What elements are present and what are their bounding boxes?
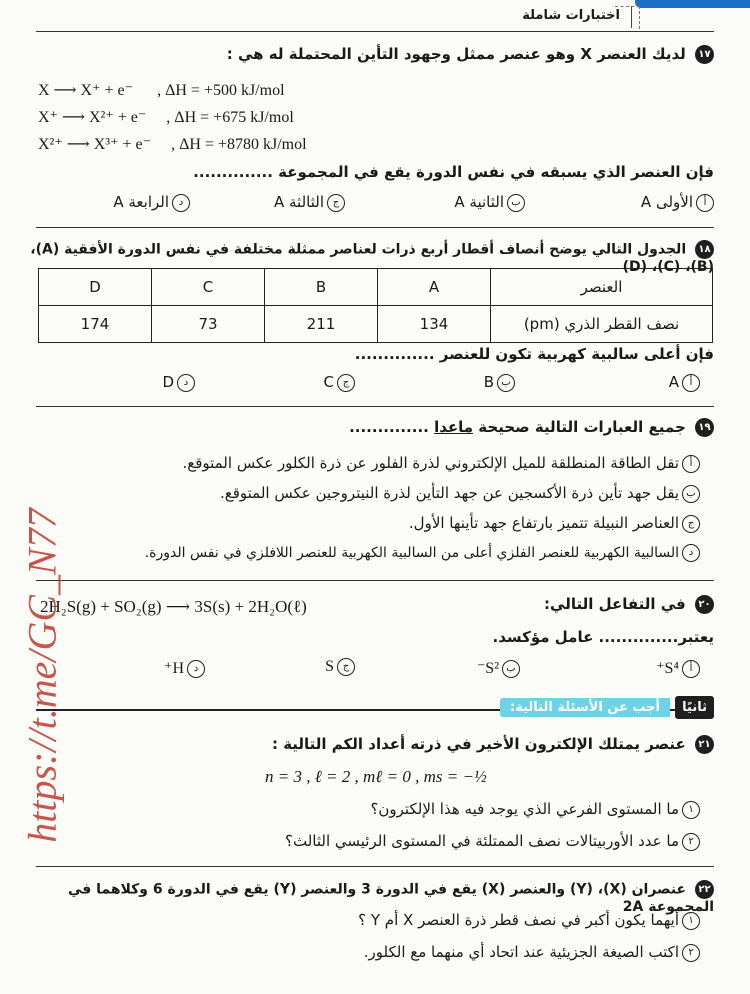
q21-sub-2: ٢ما عدد الأوربيتالات نصف الممتلئة في المستوى الرئيسي الثالث؟ bbox=[285, 832, 700, 851]
header-rule bbox=[36, 31, 714, 32]
q21-number: ٢١ bbox=[695, 735, 714, 754]
section-label-badge: ثانيًا bbox=[675, 696, 714, 719]
header-title: اختبارات شاملة bbox=[522, 8, 620, 23]
q18-radius-table bbox=[38, 268, 713, 343]
q19-option-d[interactable]: دالسالبية الكهربية للعنصر الفلزي أعلى من السالبية الكهربية للعنصر اللافلزي في نفس الدورة. bbox=[145, 544, 700, 562]
q22-text: ٢٢ عنصران (X)، (Y) والعنصر (X) يقع في الدورة 3 والعنصر (Y) يقع في الدورة 6 وكلاهما في المجموعة 2A bbox=[67, 881, 714, 915]
table-row bbox=[39, 269, 713, 306]
q20-option-c[interactable]: جS bbox=[325, 658, 355, 676]
radius-cell-d: 174 bbox=[39, 306, 152, 343]
q19-option-c[interactable]: جالعناصر النبيلة تتميز بارتفاع جهد تأينها الأول. bbox=[409, 514, 700, 533]
sub-number-circle: ٢ bbox=[682, 944, 700, 962]
q21-sub-1: ١ما المستوى الفرعي الذي يوجد فيه هذا الإلكترون؟ bbox=[370, 800, 700, 819]
section-banner bbox=[36, 696, 714, 724]
table-row bbox=[39, 306, 713, 343]
element-cell-b: B bbox=[265, 269, 378, 306]
q18-option-a[interactable]: أA bbox=[669, 373, 700, 392]
option-letter-circle: ج bbox=[337, 658, 355, 676]
q20-text: ٢٠ في التفاعل التالي: bbox=[544, 595, 714, 614]
radius-cell-b: 211 bbox=[265, 306, 378, 343]
option-letter-circle: د bbox=[682, 544, 700, 562]
table-row-label: نصف القطر الذري (pm) bbox=[491, 306, 713, 343]
q17-option-a[interactable]: أالأولى A bbox=[641, 193, 714, 212]
q20-stem: يعتبر.............. عامل مؤكسد. bbox=[492, 628, 714, 646]
q17-text: ١٧ لديك العنصر X وهو عنصر ممثل وجهود التأين المحتملة له هي : bbox=[227, 45, 714, 64]
q18-divider bbox=[36, 406, 714, 407]
q17-option-b[interactable]: بالثانية A bbox=[454, 193, 525, 212]
radius-cell-a: 134 bbox=[378, 306, 491, 343]
sub-number-circle: ١ bbox=[682, 912, 700, 930]
q18-number: ١٨ bbox=[695, 240, 714, 259]
q20-option-d[interactable]: دH⁺ bbox=[164, 658, 205, 678]
q19-number: ١٩ bbox=[695, 418, 714, 437]
option-letter-circle: د bbox=[177, 374, 195, 392]
q22-sub-1: ١أيهما يكون أكبر في نصف قطر ذرة العنصر X أم Y ؟ bbox=[358, 911, 700, 930]
option-letter-circle: ج bbox=[682, 515, 700, 533]
q21-quantum-numbers: n = 3 , ℓ = 2 , mℓ = 0 , ms = −½ bbox=[265, 767, 487, 786]
q19-divider bbox=[36, 580, 714, 581]
header-accent-bar bbox=[635, 0, 750, 8]
q18-option-d[interactable]: دD bbox=[162, 373, 195, 392]
q17-equation-1: X ⟶ X⁺ + e⁻ , ΔH = +500 kJ/mol bbox=[38, 82, 285, 99]
sub-number-circle: ٢ bbox=[682, 833, 700, 851]
q20-option-b[interactable]: بS²⁻ bbox=[477, 658, 520, 678]
q18-stem: فإن أعلى سالبية كهربية تكون للعنصر .............. bbox=[354, 345, 714, 363]
element-cell-a: A bbox=[378, 269, 491, 306]
q18-option-b[interactable]: بB bbox=[484, 373, 515, 392]
q17-option-c[interactable]: جالثالثة A bbox=[274, 193, 345, 212]
option-letter-circle: أ bbox=[696, 194, 714, 212]
section-title: أجب عن الأسئلة التالية: bbox=[500, 698, 670, 717]
q22-sub-2: ٢اكتب الصيغة الجزيئية عند اتحاد أي منهما مع الكلور. bbox=[364, 943, 700, 962]
element-cell-d: D bbox=[39, 269, 152, 306]
q17-equation-3: X²⁺ ⟶ X³⁺ + e⁻ , ΔH = +8780 kJ/mol bbox=[38, 136, 307, 153]
q18-option-c[interactable]: جC bbox=[324, 373, 355, 392]
q21-text: ٢١ عنصر يمتلك الإلكترون الأخير في ذرته أعداد الكم التالية : bbox=[272, 735, 714, 754]
radius-cell-c: 73 bbox=[152, 306, 265, 343]
q20-option-a[interactable]: أS⁴⁺ bbox=[656, 658, 700, 678]
q22-number: ٢٢ bbox=[695, 880, 714, 899]
option-letter-circle: ج bbox=[327, 194, 345, 212]
q21-divider bbox=[36, 866, 714, 867]
header-dotted-box bbox=[615, 6, 640, 29]
option-letter-circle: أ bbox=[682, 660, 700, 678]
option-letter-circle: د bbox=[187, 660, 205, 678]
sub-number-circle: ١ bbox=[682, 801, 700, 819]
option-letter-circle: ب bbox=[497, 374, 515, 392]
q20-number: ٢٠ bbox=[695, 595, 714, 614]
option-letter-circle: ب bbox=[507, 194, 525, 212]
q17-option-d[interactable]: دالرابعة A bbox=[113, 193, 190, 212]
q20-equation: 2H₂S(g) + SO₂(g) ⟶ 3S(s) + 2H₂O(ℓ) bbox=[40, 597, 307, 616]
q17-divider bbox=[36, 227, 714, 228]
q17-equation-2: X⁺ ⟶ X²⁺ + e⁻ , ΔH = +675 kJ/mol bbox=[38, 109, 294, 126]
option-letter-circle: ج bbox=[337, 374, 355, 392]
table-header-label: العنصر bbox=[491, 269, 713, 306]
q19-option-b[interactable]: بيقل جهد تأين ذرة الأكسجين عن جهد التأين لذرة النيتروجين عكس المتوقع. bbox=[220, 484, 700, 503]
option-letter-circle: أ bbox=[682, 455, 700, 473]
element-cell-c: C bbox=[152, 269, 265, 306]
q17-number: ١٧ bbox=[695, 45, 714, 64]
watermark-link: https://t.me/GC_N77 bbox=[19, 508, 65, 843]
q17-stem: فإن العنصر الذي يسبقه في نفس الدورة يقع في المجموعة .............. bbox=[193, 163, 714, 181]
q19-option-a[interactable]: أتقل الطاقة المنطلقة للميل الإلكتروني لذرة الفلور عن ذرة الكلور عكس المتوقع. bbox=[182, 454, 700, 473]
option-letter-circle: د bbox=[172, 194, 190, 212]
option-letter-circle: ب bbox=[682, 485, 700, 503]
option-letter-circle: أ bbox=[682, 374, 700, 392]
option-letter-circle: ب bbox=[502, 660, 520, 678]
q19-text: ١٩ جميع العبارات التالية صحيحة ماعدا .............. bbox=[349, 418, 714, 437]
q18-text: ١٨ الجدول التالي يوضح أنصاف أقطار أربع ذرات لعناصر ممثلة مختلفة في نفس الدورة الأفقية (A)، (B)، (C)، (D) bbox=[30, 241, 714, 275]
